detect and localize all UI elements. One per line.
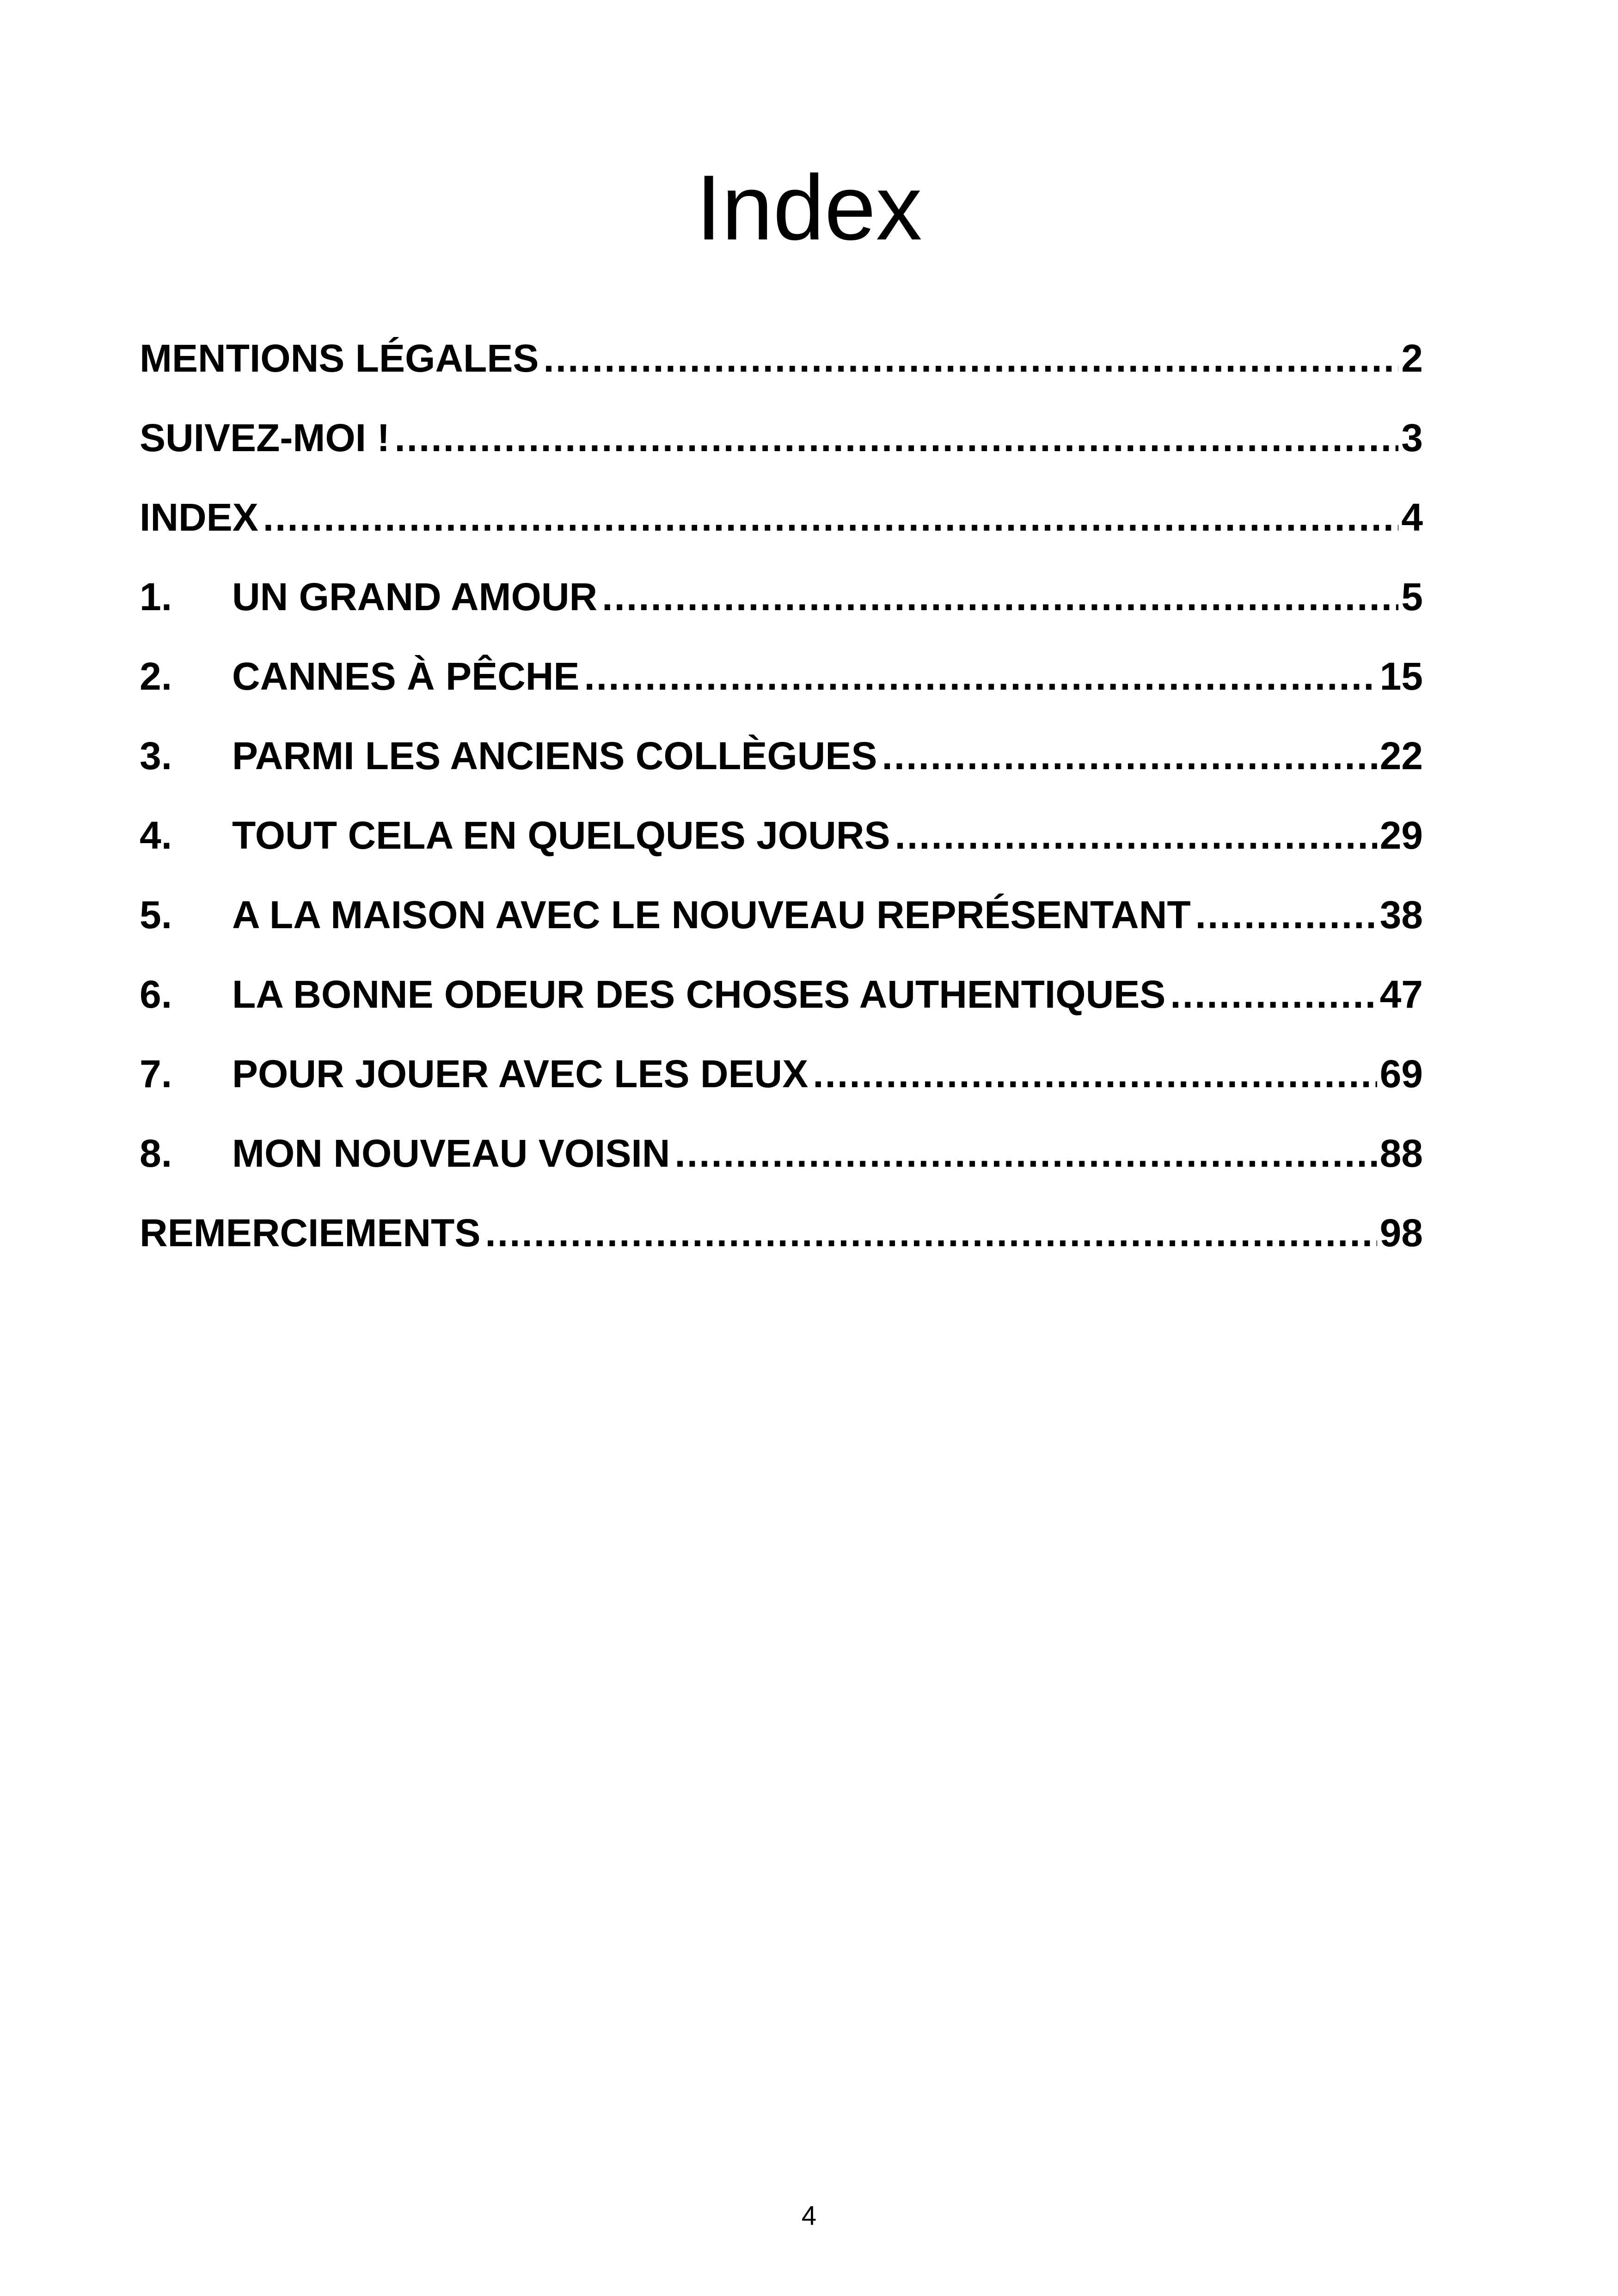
toc-entry[interactable]	[140, 889, 1423, 969]
toc-entry[interactable]	[140, 571, 1423, 651]
toc-dot-leader	[263, 492, 1399, 543]
toc-entry-title: SUIVEZ-MOI !	[140, 416, 390, 459]
table-of-contents	[140, 333, 1423, 1287]
toc-entry-number: 1.	[140, 575, 172, 618]
toc-dot-leader	[485, 1207, 1377, 1258]
toc-entry-page: 47	[1379, 973, 1423, 1016]
toc-entry-page: 38	[1379, 893, 1423, 937]
toc-entry[interactable]	[140, 651, 1423, 730]
page-number: 4	[801, 2201, 817, 2231]
toc-entry[interactable]	[140, 730, 1423, 810]
toc-dot-leader	[1195, 889, 1377, 940]
toc-entry-number: 8.	[140, 1132, 172, 1175]
toc-dot-leader	[674, 1128, 1377, 1179]
toc-entry-number: 2.	[140, 655, 172, 698]
toc-dot-leader	[813, 1048, 1377, 1099]
toc-entry-title: REMERCIEMENTS	[140, 1211, 481, 1255]
toc-dot-leader	[543, 333, 1398, 384]
toc-entry-number: 5.	[140, 893, 172, 937]
toc-entry-page: 4	[1401, 496, 1423, 539]
toc-entry-title: PARMI LES ANCIENS COLLÈGUES	[232, 734, 877, 778]
toc-entry[interactable]	[140, 333, 1423, 412]
toc-dot-leader	[882, 730, 1377, 781]
toc-entry-page: 15	[1379, 655, 1423, 698]
toc-dot-leader	[394, 412, 1398, 463]
toc-entry-page: 69	[1379, 1052, 1423, 1096]
toc-entry-title: UN GRAND AMOUR	[232, 575, 598, 618]
toc-entry[interactable]	[140, 492, 1423, 571]
toc-entry-title: INDEX	[140, 496, 258, 539]
toc-entry-page: 2	[1401, 337, 1423, 380]
toc-entry[interactable]	[140, 969, 1423, 1048]
toc-entry-title: A LA MAISON AVEC LE NOUVEAU REPRÉSENTANT	[232, 893, 1191, 937]
toc-entry-page: 98	[1379, 1211, 1423, 1255]
toc-entry-page: 3	[1401, 416, 1423, 459]
toc-entry-page: 5	[1401, 575, 1423, 618]
toc-dot-leader	[602, 571, 1398, 622]
toc-entry-number: 7.	[140, 1052, 172, 1096]
toc-entry-page: 29	[1379, 814, 1423, 857]
toc-entry-title: POUR JOUER AVEC LES DEUX	[232, 1052, 809, 1096]
toc-entry-number: 3.	[140, 734, 172, 778]
toc-entry[interactable]	[140, 1128, 1423, 1207]
toc-entry-title: CANNES À PÊCHE	[232, 655, 580, 698]
toc-entry[interactable]	[140, 1207, 1423, 1287]
toc-entry-title: LA BONNE ODEUR DES CHOSES AUTHENTIQUES	[232, 973, 1166, 1016]
toc-entry[interactable]	[140, 412, 1423, 492]
toc-dot-leader	[895, 810, 1377, 861]
toc-entry[interactable]	[140, 810, 1423, 889]
toc-entry-number: 6.	[140, 973, 172, 1016]
toc-entry-title: MON NOUVEAU VOISIN	[232, 1132, 670, 1175]
page-title: Index	[696, 156, 922, 259]
toc-entry-page: 22	[1379, 734, 1423, 778]
toc-entry-title: MENTIONS LÉGALES	[140, 337, 539, 380]
toc-entry-number: 4.	[140, 814, 172, 857]
toc-entry-page: 88	[1379, 1132, 1423, 1175]
toc-entry-title: TOUT CELA EN QUELQUES JOURS	[232, 814, 890, 857]
toc-dot-leader	[584, 651, 1377, 702]
toc-entry[interactable]	[140, 1048, 1423, 1128]
toc-dot-leader	[1170, 969, 1377, 1020]
